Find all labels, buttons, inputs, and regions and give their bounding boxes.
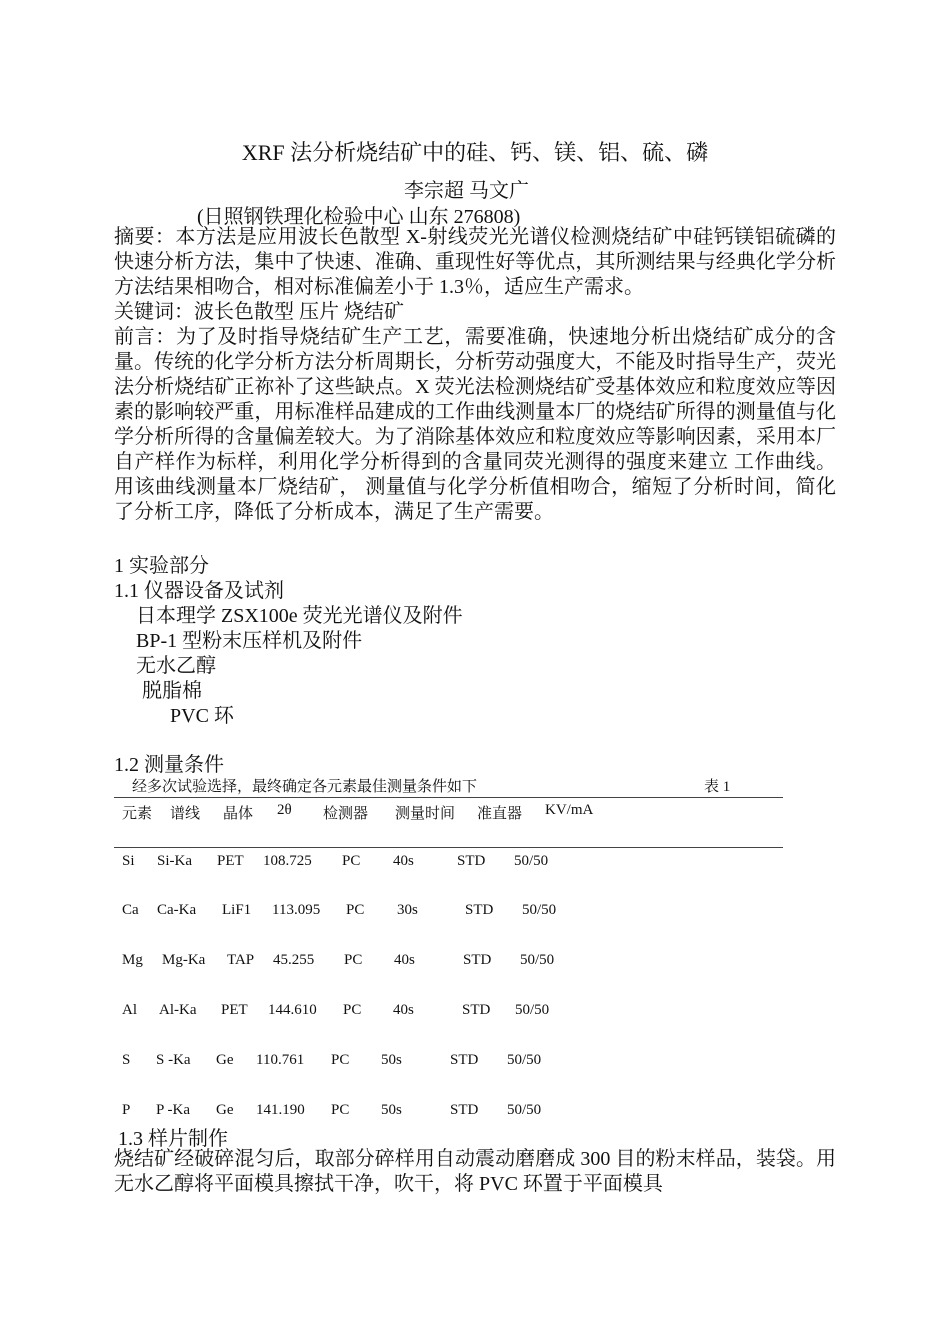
equipment-item: 日本理学 ZSX100e 荧光光谱仪及附件 [136,605,463,627]
table-cell: STD [465,902,494,918]
table-cell: PC [331,1052,350,1068]
table-top-rule [114,797,783,798]
table-cell: Si [122,853,135,869]
table-header-cell: 元素 [122,806,153,822]
table-cell: 144.610 [268,1002,317,1018]
table-cell: STD [463,952,492,968]
table-cell: Ge [216,1102,234,1118]
table-cell: Ge [216,1052,234,1068]
table-cell: PC [344,952,363,968]
table-cell: Al [122,1002,137,1018]
table-cell: PET [217,853,244,869]
table-cell: STD [450,1052,479,1068]
table-cell: 141.190 [256,1102,305,1118]
table-cell: 40s [394,952,415,968]
table-header-cell: 准直器 [477,806,523,822]
table-note: 经多次试验选择，最终确定各元素最佳测量条件如下 [132,779,478,795]
table-cell: Ca [122,902,139,918]
equipment-item: 脱脂棉 [142,680,202,702]
section-1-2-heading: 1.2 测量条件 [114,754,224,776]
table-header-cell: 检测器 [323,806,369,822]
table-cell: P [122,1102,131,1118]
table-cell: LiF1 [222,902,252,918]
table-cell: 50/50 [515,1002,550,1018]
table-cell: STD [462,1002,491,1018]
table-cell: 45.255 [273,952,315,968]
affiliation: (日照钢铁理化检验中心 山东 276808) [197,206,521,228]
table-cell: 50/50 [522,902,557,918]
table-cell: S -Ka [156,1052,191,1068]
table-cell: Mg-Ka [162,952,206,968]
document-title: XRF 法分析烧结矿中的硅、钙、镁、铝、硫、磷 [241,140,709,165]
table-cell: P -Ka [156,1102,191,1118]
table-cell: TAP [227,952,255,968]
introduction-paragraph: 前言：为了及时指导烧结矿生产工艺，需要准确，快速地分析出烧结矿成分的含量。传统的化学分析方法分析周期长，分析劳动强度大，不能及时指导生产，荧光法分析烧结矿正祢补了这些缺点。X 荧光法检测烧结矿受基体效应和粒度效应等因素的影响较严重，用标准样品建成的工作曲线测量本厂的烧结矿所得的测量值与化学分析所得的含量偏差较大。为了消除基体效应和粒度效应等影响因素，采用本厂自产样作为标样，利用化学分析得到的含量同荧光测得的强度来建立 工作曲线。用该曲线测量本厂烧结矿， 测量值与化学分析值相吻合，缩短了分析时间，简化了分析工序，降低了分析成本，满足了生产需要。 [114,326,836,523]
table-header-cell: KV/mA [545,802,594,818]
table-cell: Al-Ka [159,1002,197,1018]
table-cell: PC [343,1002,362,1018]
table-cell: 108.725 [263,853,312,869]
table-cell: 113.095 [272,902,321,918]
table-cell: STD [450,1102,479,1118]
table-cell: PC [331,1102,350,1118]
section-1-heading: 1 实验部分 [114,555,209,577]
table-cell: PET [221,1002,248,1018]
section-1-3-heading: 1.3 样片制作 [118,1128,228,1150]
abstract-paragraph: 摘要：本方法是应用波长色散型 X-射线荧光光谱仪检测烧结矿中硅钙镁铝硫磷的快速分析方法，集中了快速、准确、重现性好等优点，其所测结果与经典化学分析方法结果相吻合，相对标准偏差小于 1.3％，适应生产需求。 [114,226,836,298]
table-header-cell: 2θ [277,802,292,818]
table-cell: S [122,1052,131,1068]
table-header-cell: 谱线 [170,806,201,822]
equipment-item: PVC 环 [170,705,234,727]
table-cell: PC [342,853,361,869]
table-header-cell: 测量时间 [395,806,456,822]
equipment-item: 无水乙醇 [136,655,216,677]
table-cell: Ca-Ka [157,902,197,918]
table-cell: Si-Ka [157,853,192,869]
table-label: 表 1 [704,779,731,795]
keywords-line: 关键词：波长色散型 压片 烧结矿 [114,301,404,323]
table-cell: 40s [393,1002,414,1018]
table-cell: 50/50 [514,853,549,869]
table-cell: 40s [393,853,414,869]
table-cell: STD [457,853,486,869]
table-header-rule [114,847,783,848]
table-header-cell: 晶体 [223,806,254,822]
table-cell: 50/50 [507,1052,542,1068]
section-1-1-heading: 1.1 仪器设备及试剂 [114,580,284,602]
sample-prep-paragraph: 烧结矿经破碎混匀后，取部分碎样用自动震动磨磨成 300 目的粉末样品，装袋。用无水乙醇将平面模具擦拭干净，吹干，将 PVC 环置于平面模具 [114,1148,836,1195]
table-cell: 50s [381,1052,402,1068]
authors: 李宗超 马文广 [404,180,529,202]
equipment-item: BP-1 型粉末压样机及附件 [136,630,363,652]
table-cell: 50s [381,1102,402,1118]
table-cell: 110.761 [256,1052,305,1068]
table-cell: PC [346,902,365,918]
table-cell: 30s [397,902,418,918]
table-cell: 50/50 [520,952,555,968]
table-cell: Mg [122,952,143,968]
table-cell: 50/50 [507,1102,542,1118]
